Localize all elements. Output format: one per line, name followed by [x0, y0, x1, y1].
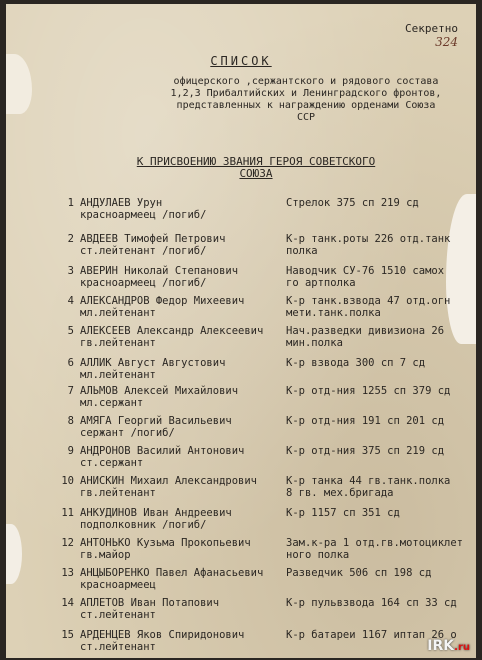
entry-name — [80, 597, 290, 621]
entry-unit-cont: го артполка — [286, 277, 356, 289]
entry-position — [286, 475, 466, 499]
entry-unit: К-р взвода 300 сп 7 сд — [286, 357, 426, 369]
entry-number: 15 — [61, 629, 74, 641]
entry-position — [286, 265, 466, 289]
entry-rank: красноармеец /погиб/ — [80, 277, 207, 289]
entry-fullname: АВЕРИН Николай Степанович — [80, 265, 239, 277]
page-subtitle — [156, 76, 456, 124]
entry-position — [286, 325, 466, 349]
entry-position — [286, 567, 466, 579]
entry-rank: гв.майор — [80, 549, 131, 561]
entry-unit: К-р батареи 1167 иптап 26 о — [286, 629, 457, 641]
entry-unit: К-р отд-ния 191 сп 201 сд — [286, 415, 445, 427]
entry-rank: гв.лейтенант — [80, 487, 156, 499]
entry-unit: К-р танк.роты 226 отд.танк — [286, 233, 451, 245]
entry-fullname: АРДЕНЦЕВ Яков Спиридонович — [80, 629, 245, 641]
entry-name — [80, 415, 290, 439]
entry-position — [286, 385, 466, 397]
entry-fullname: АЛЬМОВ Алексей Михайлович — [80, 385, 239, 397]
section-line: СОЮЗА — [239, 167, 273, 180]
entry-unit: К-р танка 44 гв.танк.полка — [286, 475, 451, 487]
entry-fullname: АНТОНЬКО Кузьма Прокопьевич — [80, 537, 251, 549]
entry-rank: красноармеец — [80, 579, 156, 591]
entry-unit-cont: мин.полка — [286, 337, 343, 349]
entry-fullname: АЛЕКСЕЕВ Александр Алексеевич — [80, 325, 264, 337]
entry-rank: мл.сержант — [80, 397, 144, 409]
entry-unit-cont: мети.танк.полка — [286, 307, 381, 319]
subtitle-line: офицерского ,сержантского и рядового состава — [173, 76, 439, 87]
entry-rank: красноармеец /погиб/ — [80, 209, 207, 221]
entry-number: 1 — [67, 197, 74, 209]
subtitle-line: представленных к награждению орденами Союза — [176, 100, 436, 111]
entry-fullname: АНЦЫБОРЕНКО Павел Афанасьевич — [80, 567, 264, 579]
entry-position — [286, 415, 466, 427]
entry-name — [80, 475, 290, 499]
entry-position — [286, 507, 466, 519]
page-title: СПИСОК — [210, 54, 272, 68]
paper-tear — [6, 524, 22, 584]
entry-name — [80, 295, 290, 319]
entry-unit: Наводчик СУ-76 1510 самох — [286, 265, 445, 277]
entry-unit: Зам.к-ра 1 отд.гв.мотоциклет — [286, 537, 464, 549]
entry-fullname: АМЯГА Георгий Васильевич — [80, 415, 232, 427]
entry-number: 11 — [61, 507, 74, 519]
watermark-logo: IRK.ru — [427, 638, 470, 654]
entry-name — [80, 265, 290, 289]
entry-name — [80, 197, 290, 221]
entry-number: 12 — [61, 537, 74, 549]
entry-rank: сержант /погиб/ — [80, 427, 175, 439]
entry-number: 7 — [67, 385, 74, 397]
section-heading — [106, 156, 406, 180]
entry-number: 10 — [61, 475, 74, 487]
entry-number: 13 — [61, 567, 74, 579]
entry-fullname: АВДЕЕВ Тимофей Петрович — [80, 233, 226, 245]
entry-name — [80, 507, 290, 531]
entry-position — [286, 233, 466, 257]
entry-unit: К-р танк.взвода 47 отд.огн — [286, 295, 451, 307]
entry-rank: ст.лейтенант — [80, 641, 156, 653]
entry-fullname: АНКУДИНОВ Иван Андреевич — [80, 507, 232, 519]
secrecy-label: Секретно — [405, 22, 458, 35]
entry-rank: подполковник /погиб/ — [80, 519, 207, 531]
entry-number: 8 — [67, 415, 74, 427]
entry-number: 9 — [67, 445, 74, 457]
document-page — [6, 4, 476, 658]
entry-unit: К-р 1157 сп 351 сд — [286, 507, 400, 519]
entry-unit: Разведчик 506 сп 198 сд — [286, 567, 432, 579]
secrecy-stamp — [405, 22, 458, 49]
entry-name — [80, 385, 290, 409]
entry-rank: ст.лейтенант — [80, 609, 156, 621]
entry-fullname: АНИСКИН Михаил Александрович — [80, 475, 258, 487]
entry-unit-cont: 8 гв. мех.бригада — [286, 487, 394, 499]
entry-position — [286, 357, 466, 369]
entry-position — [286, 445, 466, 457]
entry-name — [80, 445, 290, 469]
entry-fullname: АПЛЕТОВ Иван Потапович — [80, 597, 220, 609]
entry-position — [286, 295, 466, 319]
document-number: 324 — [435, 35, 458, 49]
subtitle-line: ССР — [296, 112, 316, 123]
entry-name — [80, 325, 290, 349]
entry-rank: ст.лейтенант /погиб/ — [80, 245, 207, 257]
entry-number: 2 — [67, 233, 74, 245]
section-line: К ПРИСВОЕНИЮ ЗВАНИЯ ГЕРОЯ СОВЕТСКОГО — [136, 155, 376, 168]
entry-name — [80, 567, 290, 591]
entry-number: 4 — [67, 295, 74, 307]
entry-unit: Нач.разведки дивизиона 26 — [286, 325, 445, 337]
entry-fullname: АНДУЛАЕВ Урун — [80, 197, 163, 209]
entry-number: 6 — [67, 357, 74, 369]
entry-position — [286, 197, 466, 209]
entry-unit: К-р отд-ния 375 сп 219 сд — [286, 445, 445, 457]
entry-fullname: АЛЕКСАНДРОВ Федор Михеевич — [80, 295, 245, 307]
entry-rank: мл.лейтенант — [80, 307, 156, 319]
entry-name — [80, 537, 290, 561]
entry-number: 3 — [67, 265, 74, 277]
subtitle-line: 1,2,3 Прибалтийских и Ленинградского фронтов, — [170, 88, 442, 99]
entry-rank: гв.лейтенант — [80, 337, 156, 349]
entry-number: 14 — [61, 597, 74, 609]
entry-name — [80, 357, 290, 381]
entry-fullname: АНДРОНОВ Василий Антонович — [80, 445, 245, 457]
entry-rank: ст.сержант — [80, 457, 144, 469]
entry-position — [286, 537, 466, 561]
entry-unit: К-р отд-ния 1255 сп 379 сд — [286, 385, 451, 397]
entry-position — [286, 597, 466, 609]
entry-unit: К-р пульвзвода 164 сп 33 сд — [286, 597, 457, 609]
entry-unit: Стрелок 375 сп 219 сд — [286, 197, 419, 209]
entry-unit-cont: полка — [286, 245, 318, 257]
entry-name — [80, 233, 290, 257]
entry-name — [80, 629, 290, 653]
entry-unit-cont: ного полка — [286, 549, 350, 561]
entry-fullname: АЛЛИК Август Августович — [80, 357, 226, 369]
entry-rank: мл.лейтенант — [80, 369, 156, 381]
entry-number: 5 — [67, 325, 74, 337]
